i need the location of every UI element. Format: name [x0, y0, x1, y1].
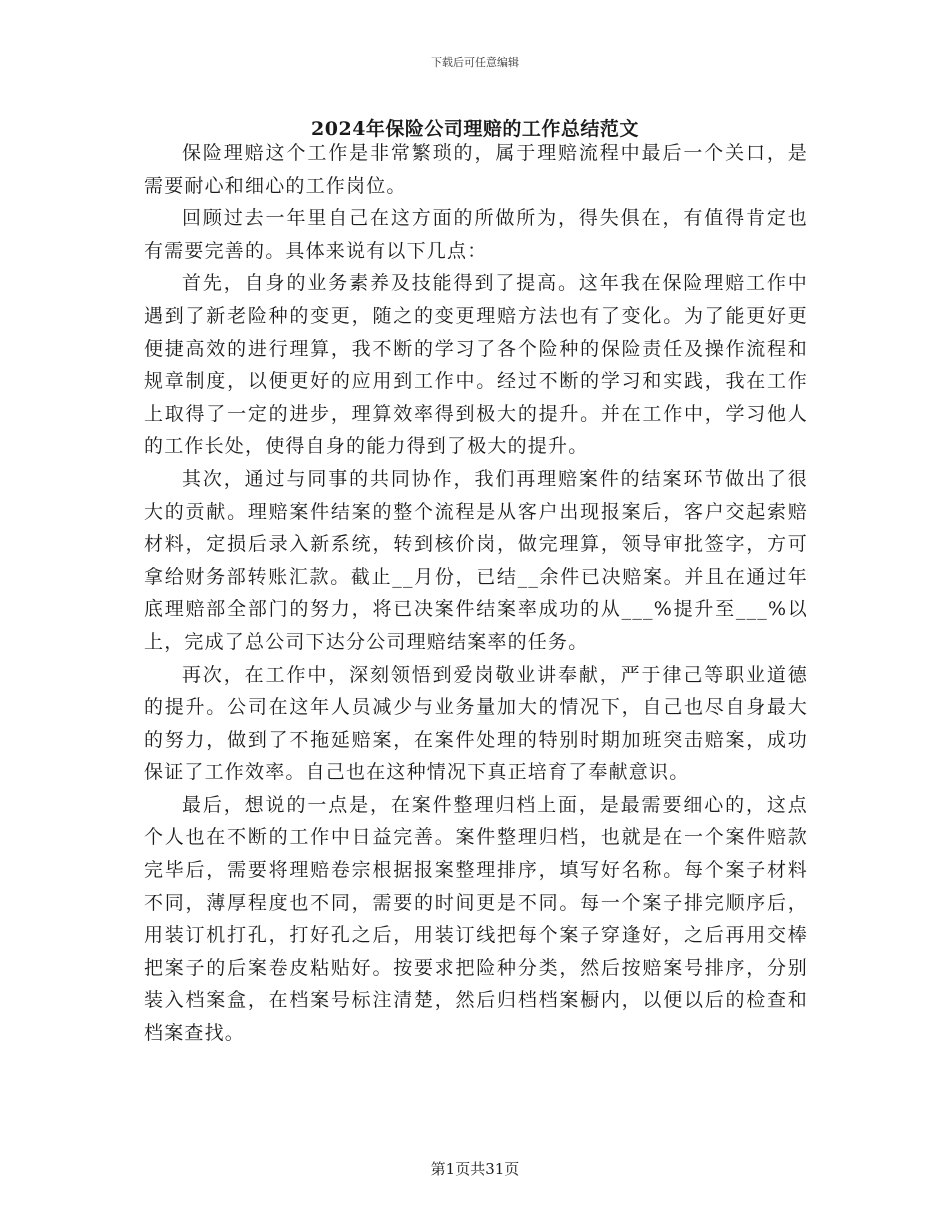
paragraph-review: 回顾过去一年里自己在这方面的所做所为，得失俱在，有值得肯定也有需要完善的。具体来说有以下几点：: [144, 207, 808, 262]
paragraph-third: 再次，在工作中，深刻领悟到爱岗敬业讲奉献，严于律己等职业道德的提升。公司在这年人员减少与业务量加大的情况下，自己也尽自身最大的努力，做到了不拖延赔案，在案件处理的特别时期加班突击赔案，成功保证了工作效率。自己也在这种情况下真正培育了奉献意识。: [144, 663, 808, 784]
paragraph-first: 首先，自身的业务素养及技能得到了提高。这年我在保险理赔工作中遇到了新老险种的变更，随之的变更理赔方法也有了变化。为了能更好更便捷高效的进行理算，我不断的学习了各个险种的保险责任及操作流程和规章制度，以便更好的应用到工作中。经过不断的学习和实践，我在工作上取得了一定的进步，理算效率得到极大的提升。并在工作中，学习他人的工作长处，使得自身的能力得到了极大的提升。: [144, 272, 808, 458]
paragraph-intro: 保险理赔这个工作是非常繁琐的，属于理赔流程中最后一个关口，是需要耐心和细心的工作岗位。: [144, 142, 808, 197]
page-number: 第1页共31页: [430, 1160, 520, 1178]
paragraph-last: 最后，想说的一点是，在案件整理归档上面，是最需要细心的，这点个人也在不断的工作中日益完善。案件整理归档，也就是在一个案件赔款完毕后，需要将理赔卷宗根据报案整理排序，填写好名称。每个案子材料不同，薄厚程度也不同，需要的时间更是不同。每一个案子排完顺序后，用装订机打孔，打好孔之后，用装订线把每个案子穿逢好，之后再用交棒把案子的后案卷皮粘贴好。按要求把险种分类，然后按赔案号排序，分别装入档案盒，在档案号标注清楚，然后归档档案橱内，以便以后的检查和档案查找。: [144, 793, 808, 1045]
paragraph-second: 其次，通过与同事的共同协作，我们再理赔案件的结案环节做出了很大的贡献。理赔案件结案的整个流程是从客户出现报案后，客户交起索赔材料，定损后录入新系统，转到核价岗，做完理算，领导审批签字，方可拿给财务部转账汇款。截止__月份，已结__余件已决赔案。并且在通过年底理赔部全部门的努力，将已决案件结案率成功的从___%提升至___%以上，完成了总公司下达分公司理赔结案率的任务。: [144, 467, 808, 653]
header-note: 下载后可任意编辑: [431, 56, 519, 69]
document-title: 2024年保险公司理赔的工作总结范文: [311, 118, 639, 140]
document-body: [144, 137, 808, 1050]
